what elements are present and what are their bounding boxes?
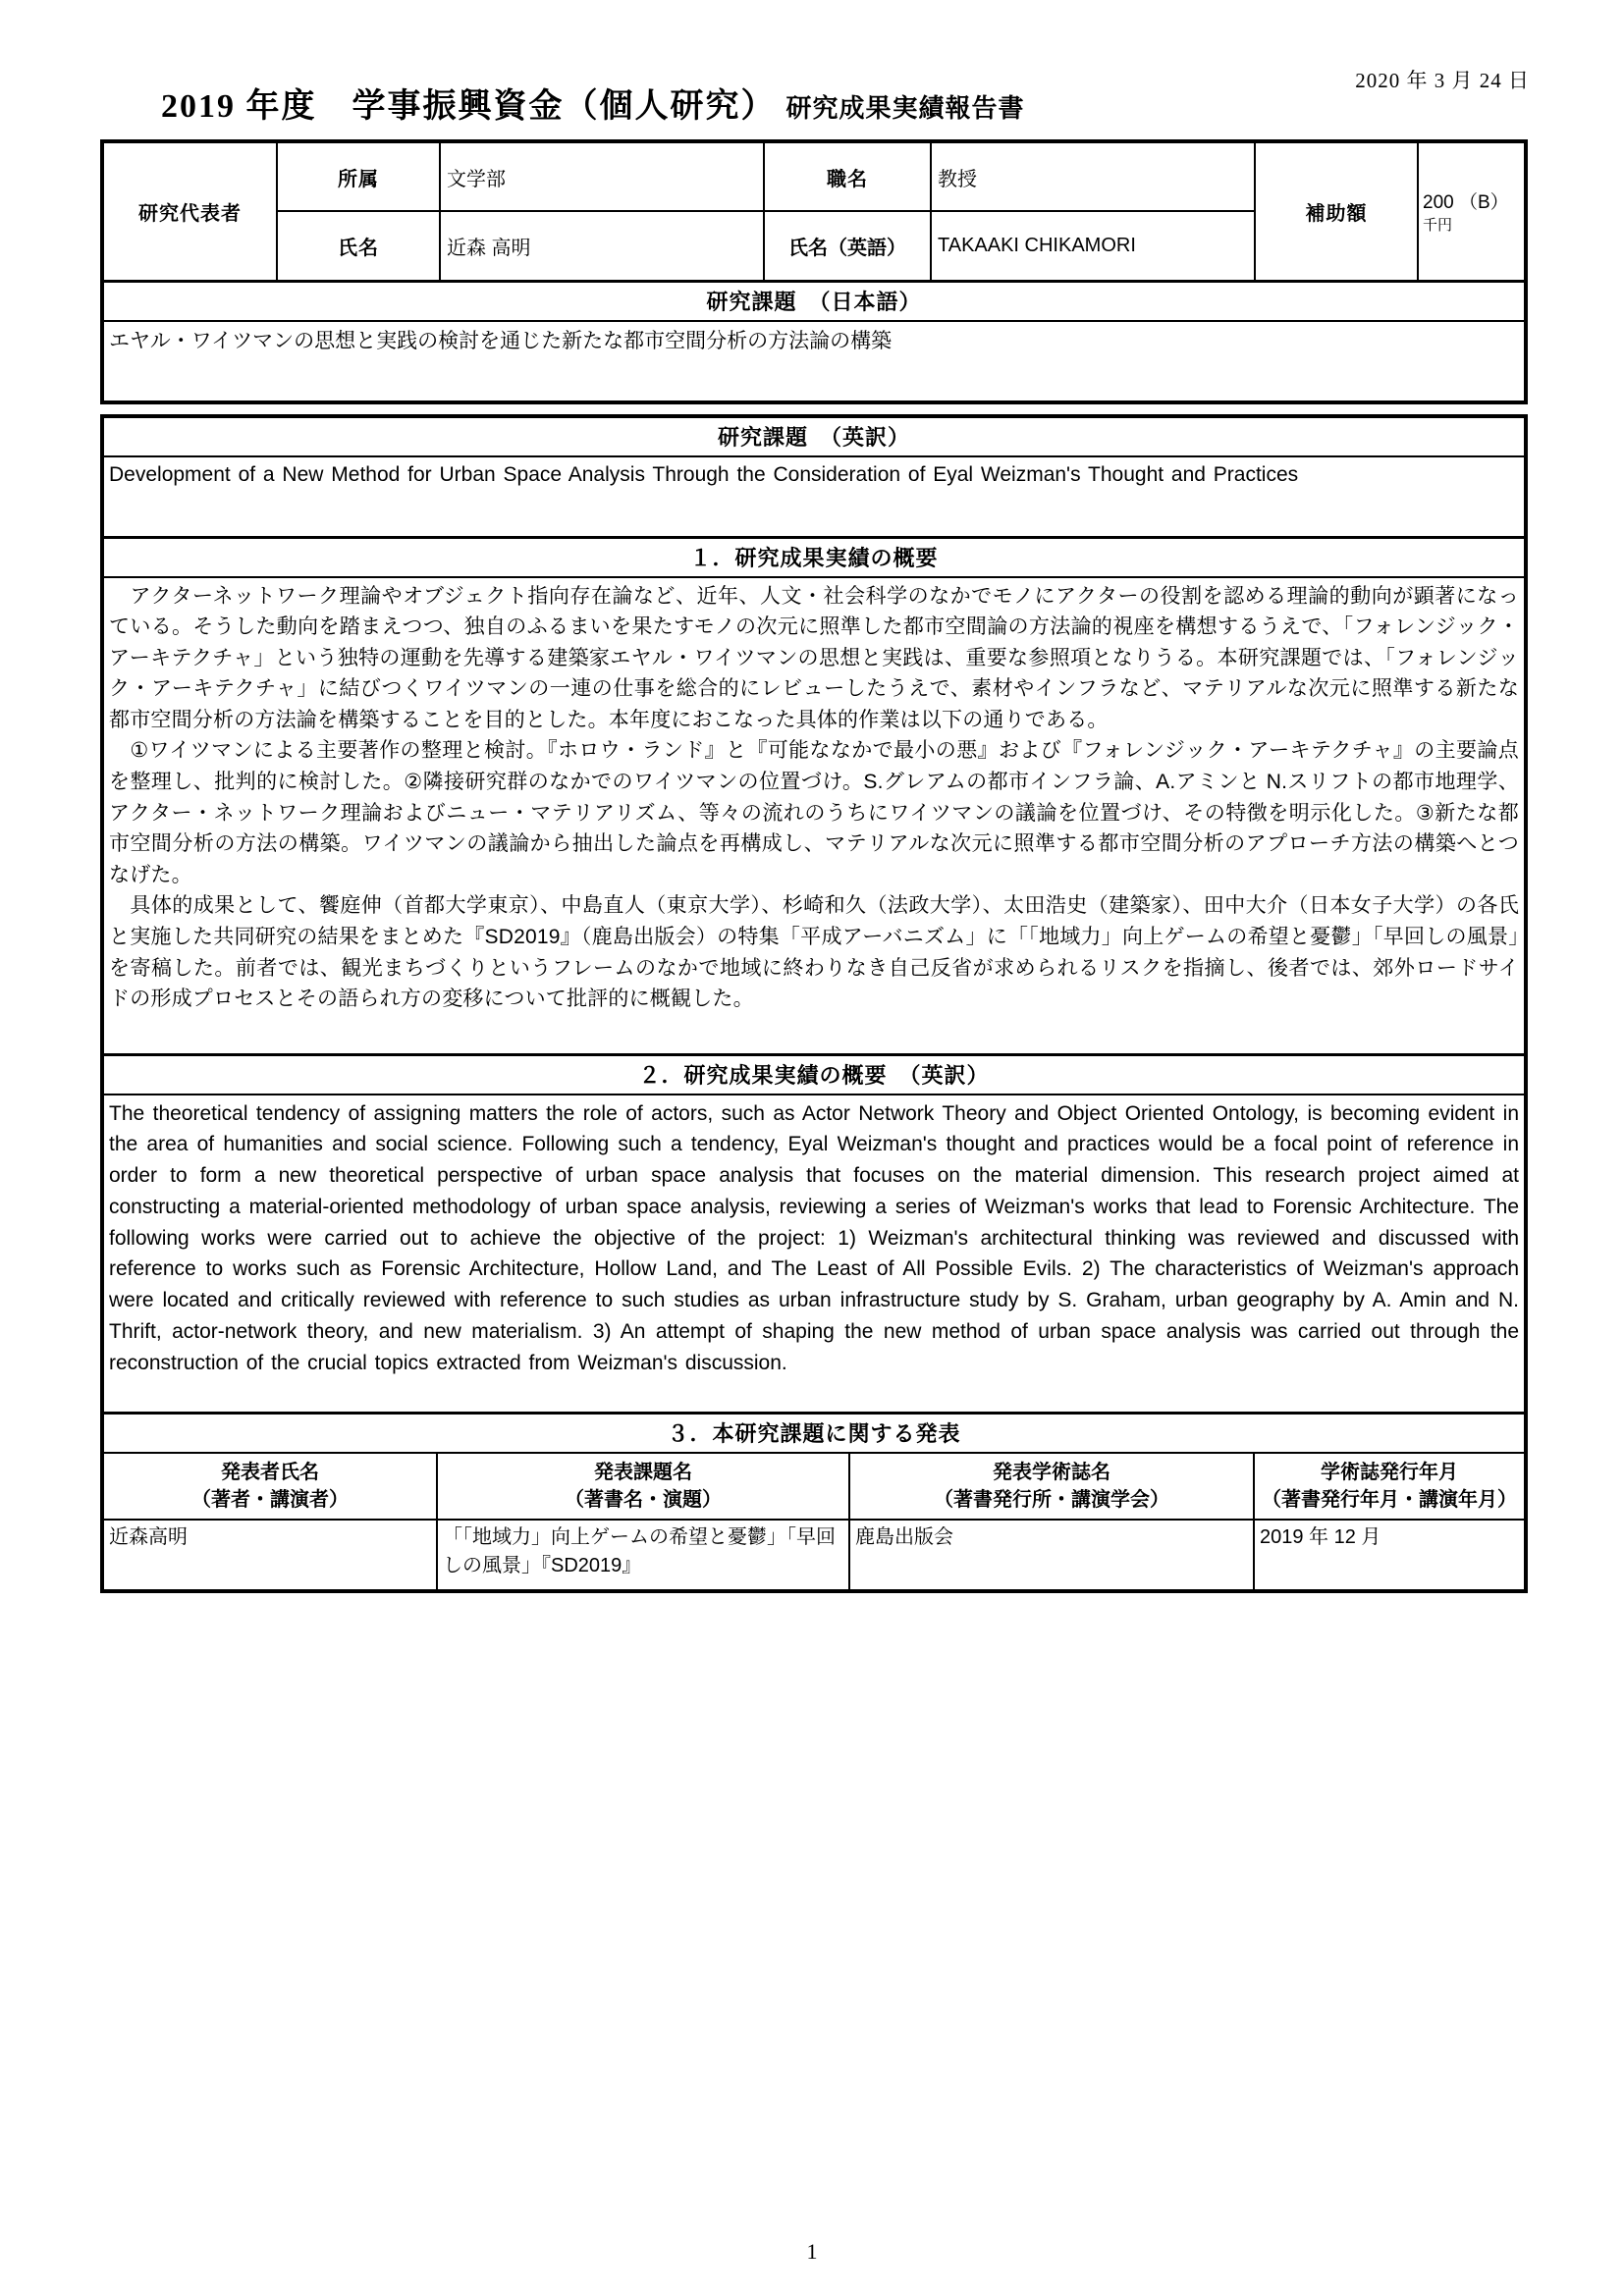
section1-header: １．研究成果実績の概要 bbox=[102, 537, 1526, 577]
presentation-data-row bbox=[102, 1520, 1526, 1591]
research-title-jp-header: 研究課題 （日本語） bbox=[102, 281, 1526, 321]
affiliation-label: 所属 bbox=[277, 141, 440, 211]
page-title-main: 2019 年度 学事振興資金（個人研究） bbox=[161, 88, 777, 125]
section1-paragraph: 具体的成果として、饗庭伸（首都大学東京）、中島直人（東京大学）、杉崎和久（法政大学）、太田浩史（建築家）、田中大介（日本女子大学）の各氏と実施した共同研究の結果をまとめた『SD2019』（鹿島出版会）の特集「平成アーバニズム」に「「地域力」向上ゲームの希望と憂鬱」「早回しの風景」を寄稿した。前者では、観光まちづくりというフレームのなかで地域に終わりなき自己反省が求められるリスクを指摘し、後者では、郊外ロードサイドの形成プロセスとその語られ方の変移について批評的に概観した。 bbox=[109, 894, 1520, 1011]
column-header-line: （著書発行年月・講演年月） bbox=[1262, 1488, 1517, 1511]
subsidy-label: 補助額 bbox=[1255, 141, 1418, 281]
affiliation-value: 文学部 bbox=[440, 141, 764, 211]
column-header-line: 発表学術誌名 bbox=[993, 1461, 1110, 1483]
page-title bbox=[161, 79, 1025, 127]
name-value: 近森 高明 bbox=[440, 211, 764, 281]
research-title-jp-value: エヤル・ワイツマンの思想と実践の検討を通じた新たな都市空間分析の方法論の構築 bbox=[102, 321, 1526, 402]
research-title-en-header: 研究課題 （英訳） bbox=[102, 416, 1526, 456]
section3-header: ３．本研究課題に関する発表 bbox=[102, 1413, 1526, 1453]
column-header-date bbox=[1254, 1453, 1526, 1520]
research-title-en-value: Development of a New Method for Urban Space Analysis Through the Consideration of Eyal Weizman's Thought and Practices bbox=[102, 456, 1526, 538]
name-en-value: TAKAAKI CHIKAMORI bbox=[931, 211, 1255, 281]
subsidy-value bbox=[1418, 141, 1526, 281]
document-date: 2020 年 3 月 24 日 bbox=[1355, 69, 1530, 92]
position-value: 教授 bbox=[931, 141, 1255, 211]
column-header-title bbox=[437, 1453, 849, 1520]
section1-paragraph: アクターネットワーク理論やオブジェクト指向存在論など、近年、人文・社会科学のなかでモノにアクターの役割を認める理論的動向が顕著になっている。そうした動向を踏まえつつ、独自のふるまいを果たすモノの次元に照準した都市空間論の方法論的視座を構想するうえで、「フォレンジック・アーキテクチャ」という独特の運動を先導する建築家エヤル・ワイツマンの思想と実践は、重要な参照項となりうる。本研究課題では、「フォレンジック・アーキテクチャ」に結びつくワイツマンの一連の仕事を総合的にレビューしたうえで、素材やインフラなど、マテリアルな次元に照準する新たな都市空間分析の方法論を構築することを目的とした。本年度におこなった具体的作業は以下の通りである。 bbox=[109, 584, 1520, 731]
column-header-line: （著書発行所・講演学会） bbox=[934, 1488, 1169, 1511]
representative-info-table bbox=[100, 139, 1528, 404]
publication-date-cell: 2019 年 12 月 bbox=[1254, 1520, 1526, 1591]
presentation-header-row bbox=[102, 1453, 1526, 1520]
column-header-line: （著者・講演者） bbox=[191, 1488, 349, 1511]
section1-paragraph: ①ワイツマンによる主要著作の整理と検討。『ホロウ・ランド』と『可能ななかで最小の悪』および『フォレンジック・アーキテクチャ』の主要論点を整理し、批判的に検討した。②隣接研究群のなかでのワイツマンの位置づけ。S.グレアムの都市インフラ論、A.アミンと N.スリフトの都市地理学、アクター・ネットワーク理論およびニュー・マテリアリズム、等々の流れのうちにワイツマンの議論を位置づけ、その特徴を明示化した。③新たな都市空間分析の方法の構築。ワイツマンの議論から抽出した論点を再構成し、マテリアルな次元に照準する都市空間分析のアプローチ方法の構築へとつなげた。 bbox=[109, 739, 1520, 886]
document-header bbox=[100, 57, 1530, 139]
column-header-line: 発表者氏名 bbox=[221, 1461, 319, 1483]
report-body-table bbox=[100, 414, 1528, 1593]
section2-header: ２．研究成果実績の概要 （英訳） bbox=[102, 1054, 1526, 1095]
column-header-presenter bbox=[102, 1453, 437, 1520]
presenter-name-cell: 近森高明 bbox=[102, 1520, 437, 1591]
representative-label: 研究代表者 bbox=[102, 141, 277, 281]
column-header-line: 学術誌発行年月 bbox=[1321, 1461, 1458, 1483]
column-header-journal bbox=[849, 1453, 1254, 1520]
section1-content bbox=[102, 577, 1526, 1055]
presentation-title-cell: 「「地域力」向上ゲームの希望と憂鬱」「早回しの風景」『SD2019』 bbox=[437, 1520, 849, 1591]
name-en-label: 氏名（英語） bbox=[764, 211, 931, 281]
column-header-line: （著書名・演題） bbox=[565, 1488, 722, 1511]
subsidy-unit: 千円 bbox=[1423, 216, 1453, 234]
column-header-line: 発表課題名 bbox=[594, 1461, 692, 1483]
publisher-cell: 鹿島出版会 bbox=[849, 1520, 1254, 1591]
page-title-sub: 研究成果実績報告書 bbox=[785, 94, 1025, 123]
name-label: 氏名 bbox=[277, 211, 440, 281]
page-number: 1 bbox=[806, 2239, 818, 2264]
section2-content: The theoretical tendency of assigning matters the role of actors, such as Actor Network Theory and Object Oriented Ontology, is becoming evident in the area of humanities and social science. Following such a tendency, Eyal Weizman's thought and practices would be a focal point of reference in order to form a new theoretical perspective of urban space analysis that focuses on the material dimension. This research project aimed at constructing a material-oriented methodology of urban space analysis, reviewing a series of Weizman's works that lead to Forensic Architecture. The following works were carried out to achieve the objective of the project: 1) Weizman's architectural thinking was reviewed and discussed with reference to works such as Forensic Architecture, Hollow Land, and The Least of All Possible Evils. 2) The characteristics of Weizman's approach were located and critically reviewed with reference to such studies as urban infrastructure study by S. Graham, urban geography by A. Amin and N. Thrift, actor-network theory, and new materialism. 3) An attempt of shaping the new method of urban space analysis was carried out through the reconstruction of the crucial topics extracted from Weizman's discussion. bbox=[102, 1095, 1526, 1414]
position-label: 職名 bbox=[764, 141, 931, 211]
subsidy-amount: 200 （B） bbox=[1423, 191, 1509, 213]
